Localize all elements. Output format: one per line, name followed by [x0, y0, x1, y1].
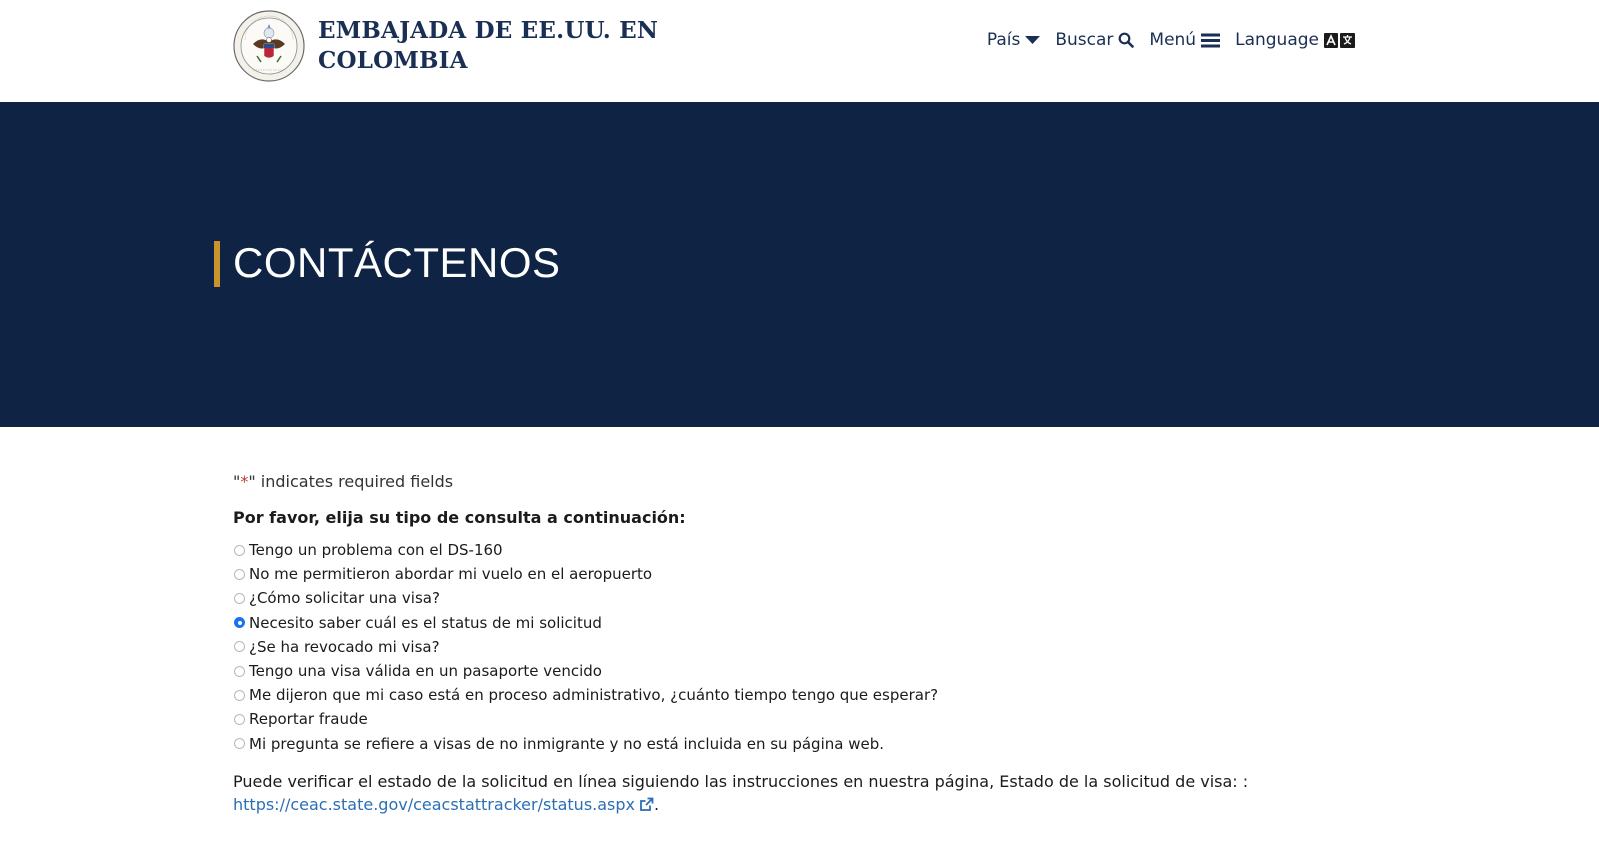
inquiry-option[interactable]: [233, 732, 1373, 756]
required-note-prefix: ": [233, 472, 241, 491]
radio-button[interactable]: [234, 714, 245, 725]
option-label[interactable]: Mi pregunta se refiere a visas de no inmigrante y no está incluida en su página web.: [249, 734, 884, 753]
option-label[interactable]: Tengo un problema con el DS-160: [249, 541, 503, 560]
radio-button[interactable]: [234, 569, 245, 580]
option-label[interactable]: Necesito saber cuál es el status de mi solicitud: [249, 613, 602, 632]
required-asterisk: *: [240, 472, 249, 491]
option-label[interactable]: No me permitieron abordar mi vuelo en el aeropuerto: [249, 565, 653, 584]
search-icon: [1118, 32, 1134, 48]
option-label[interactable]: Me dijeron que mi caso está en proceso administrativo, ¿cuánto tiempo tengo que esperar?: [249, 686, 939, 705]
status-info-text: [233, 770, 1373, 816]
option-label[interactable]: ¿Se ha revocado mi visa?: [249, 637, 440, 656]
language-button[interactable]: [1235, 30, 1355, 50]
site-title-line2: COLOMBIA: [318, 47, 468, 74]
option-label[interactable]: Tengo una visa válida en un pasaporte vencido: [249, 662, 602, 681]
caret-down-icon: [1025, 35, 1040, 45]
menu-label: Menú: [1149, 30, 1197, 50]
status-info-end: .: [654, 794, 660, 814]
radio-button[interactable]: [234, 545, 245, 556]
option-label[interactable]: Reportar fraude: [249, 710, 368, 729]
required-note-suffix: " indicates required fields: [248, 472, 454, 491]
status-info-label: Puede verificar el estado de la solicitud en línea siguiendo las instrucciones en nuestra página, Estado de la solicitud de visa: :: [233, 771, 1249, 791]
site-title[interactable]: [318, 16, 658, 76]
inquiry-option[interactable]: [233, 562, 1373, 586]
embassy-seal-icon[interactable]: [233, 10, 305, 82]
inquiry-option[interactable]: [233, 611, 1373, 635]
main-nav: [987, 30, 1355, 50]
required-fields-note: [233, 472, 1373, 491]
hero-accent-bar: [214, 241, 220, 287]
hero-banner: [0, 102, 1599, 427]
language-label: Language: [1235, 30, 1319, 50]
inquiry-option[interactable]: [233, 707, 1373, 731]
radio-button-selected[interactable]: [234, 617, 245, 628]
site-title-line1: EMBAJADA DE EE.UU. EN: [318, 17, 659, 44]
search-label: Buscar: [1055, 30, 1114, 50]
inquiry-option[interactable]: [233, 635, 1373, 659]
radio-button[interactable]: [234, 690, 245, 701]
radio-button[interactable]: [234, 641, 245, 652]
hamburger-icon: [1201, 33, 1220, 48]
inquiry-options: [233, 538, 1373, 756]
contact-form: [233, 472, 1373, 816]
radio-button[interactable]: [234, 666, 245, 677]
country-menu-button[interactable]: [987, 30, 1041, 50]
inquiry-option[interactable]: [233, 586, 1373, 610]
menu-button[interactable]: [1149, 30, 1220, 50]
site-header: [0, 0, 1599, 102]
country-menu-label: País: [986, 30, 1021, 50]
inquiry-option[interactable]: [233, 659, 1373, 683]
external-link-icon[interactable]: [639, 797, 654, 812]
inquiry-type-question: Por favor, elija su tipo de consulta a continuación:: [233, 508, 686, 527]
inquiry-option[interactable]: [233, 683, 1373, 707]
option-label[interactable]: ¿Cómo solicitar una visa?: [249, 589, 440, 608]
ceac-status-link[interactable]: https://ceac.state.gov/ceacstattracker/status.aspx: [233, 794, 636, 814]
page-title: CONTÁCTENOS: [233, 239, 561, 286]
inquiry-option[interactable]: [233, 538, 1373, 562]
search-button[interactable]: [1055, 30, 1134, 50]
language-icon: [1324, 33, 1355, 48]
radio-button[interactable]: [234, 738, 245, 749]
radio-button[interactable]: [234, 593, 245, 604]
